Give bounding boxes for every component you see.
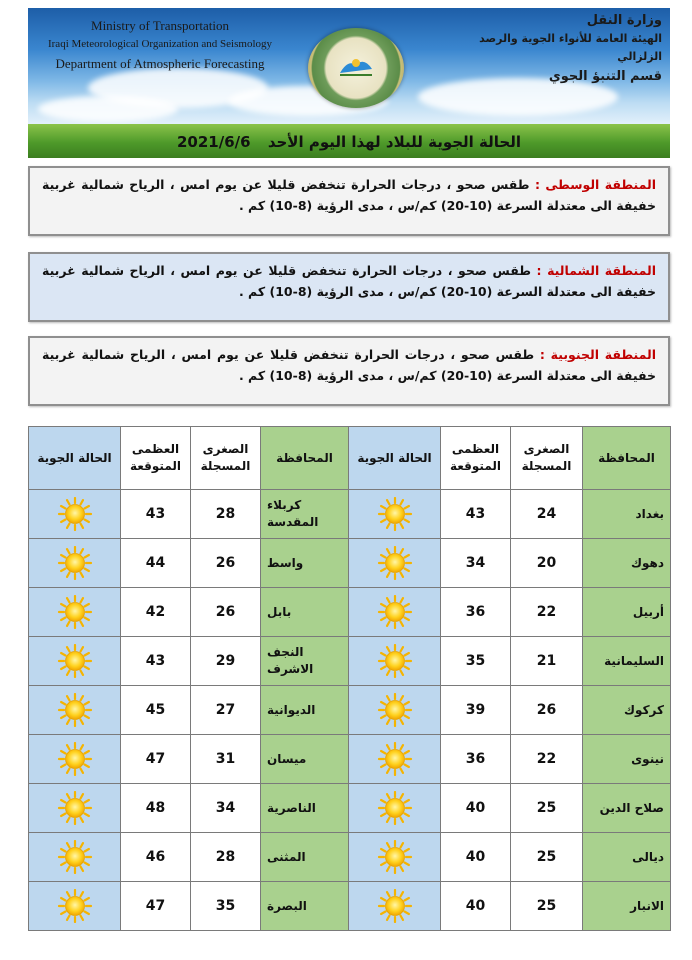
sun-icon — [57, 889, 93, 923]
weather-cell — [349, 539, 441, 588]
province-cell: البصرة — [261, 882, 349, 931]
header-min: الصغرى المسجلة — [511, 427, 583, 490]
max-temp-cell: 44 — [121, 539, 191, 588]
organization-name-en: Iraqi Meteorological Organization and Seismology — [47, 38, 273, 50]
logo-emblem-icon — [338, 55, 374, 79]
min-temp-cell: 26 — [511, 686, 583, 735]
weather-cell — [29, 637, 121, 686]
province-cell: واسط — [261, 539, 349, 588]
min-temp-cell: 34 — [191, 784, 261, 833]
weather-cell — [29, 735, 121, 784]
max-temp-cell: 39 — [441, 686, 511, 735]
region-text: طقس صحو ، درجات الحرارة تنخفض قليلا عن يوم امس ، الرياح شمالية غربية خفيفة الى معتدلة السرعة (10-20) كم/س ، مدى الرؤية (8-10) كم . — [42, 177, 656, 213]
department-name-ar: قسم التنبؤ الجوي — [548, 69, 662, 84]
sun-icon — [57, 791, 93, 825]
sun-icon — [57, 644, 93, 678]
bulletin-date: 2021/6/6 — [177, 133, 251, 151]
max-temp-cell: 45 — [121, 686, 191, 735]
min-temp-cell: 29 — [191, 637, 261, 686]
province-cell: الديوانية — [261, 686, 349, 735]
weather-cell — [349, 637, 441, 686]
weather-cell — [29, 882, 121, 931]
organization-name-ar: الهيئة العامة للأنواء الجوية والرصد الزلزالي — [479, 32, 662, 63]
region-text: طقس صحو ، درجات الحرارة تنخفض قليلا عن يوم امس ، الرياح شمالية غربية خفيفة الى معتدلة السرعة (10-20) كم/س ، مدى الرؤية (8-10) كم . — [42, 347, 656, 383]
weather-cell — [349, 588, 441, 637]
min-temp-cell: 27 — [191, 686, 261, 735]
sun-icon — [57, 595, 93, 629]
sun-icon — [57, 693, 93, 727]
max-temp-cell: 48 — [121, 784, 191, 833]
max-temp-cell: 47 — [121, 882, 191, 931]
table-row — [29, 588, 671, 637]
sun-icon — [377, 497, 413, 531]
min-temp-cell: 24 — [511, 490, 583, 539]
weather-cell — [29, 784, 121, 833]
header-banner — [28, 8, 670, 126]
sun-icon — [377, 693, 413, 727]
min-temp-cell: 28 — [191, 833, 261, 882]
header-min: الصغرى المسجلة — [191, 427, 261, 490]
forecast-table — [28, 426, 671, 931]
province-cell: الانبار — [583, 882, 671, 931]
province-cell: كربلاء المقدسة — [261, 490, 349, 539]
table-row — [29, 784, 671, 833]
min-temp-cell: 28 — [191, 490, 261, 539]
region-name: المنطقة الشمالية : — [536, 263, 656, 278]
min-temp-cell: 25 — [511, 784, 583, 833]
province-cell: الناصرية — [261, 784, 349, 833]
department-name-en: Department of Atmospheric Forecasting — [55, 56, 265, 71]
region-name: المنطقة الوسطى : — [534, 177, 656, 192]
sun-icon — [57, 742, 93, 776]
table-row — [29, 539, 671, 588]
province-cell: بابل — [261, 588, 349, 637]
max-temp-cell: 34 — [441, 539, 511, 588]
sun-icon — [377, 644, 413, 678]
english-header — [40, 16, 280, 73]
province-cell: النجف الاشرف — [261, 637, 349, 686]
region-name: المنطقة الجنوبية : — [539, 347, 656, 362]
min-temp-cell: 31 — [191, 735, 261, 784]
weather-cell — [29, 686, 121, 735]
weather-cell — [29, 588, 121, 637]
max-temp-cell: 40 — [441, 882, 511, 931]
sun-icon — [377, 889, 413, 923]
max-temp-cell: 43 — [441, 490, 511, 539]
weather-cell — [349, 833, 441, 882]
min-temp-cell: 25 — [511, 882, 583, 931]
table-row — [29, 833, 671, 882]
min-temp-cell: 22 — [511, 735, 583, 784]
weather-cell — [349, 735, 441, 784]
region-south — [28, 336, 670, 406]
weather-cell — [349, 490, 441, 539]
sun-icon — [57, 546, 93, 580]
table-row — [29, 882, 671, 931]
header-max: العظمى المتوقعة — [441, 427, 511, 490]
max-temp-cell: 40 — [441, 833, 511, 882]
province-cell: السليمانية — [583, 637, 671, 686]
sun-icon — [57, 497, 93, 531]
weather-cell — [29, 490, 121, 539]
table-row — [29, 686, 671, 735]
sun-icon — [377, 840, 413, 874]
min-temp-cell: 26 — [191, 539, 261, 588]
header-province: المحافظة — [261, 427, 349, 490]
province-cell: نينوى — [583, 735, 671, 784]
province-cell: أربيل — [583, 588, 671, 637]
sun-icon — [377, 742, 413, 776]
region-north — [28, 252, 670, 322]
max-temp-cell: 40 — [441, 784, 511, 833]
max-temp-cell: 36 — [441, 588, 511, 637]
table-header-row — [29, 427, 671, 490]
ministry-name-en: Ministry of Transportation — [91, 18, 229, 33]
table-row — [29, 637, 671, 686]
sun-icon — [57, 840, 93, 874]
max-temp-cell: 43 — [121, 637, 191, 686]
title-text: الحالة الجوية للبلاد لهذا اليوم الأحد — [267, 133, 521, 151]
province-cell: كركوك — [583, 686, 671, 735]
province-cell: صلاح الدين — [583, 784, 671, 833]
weather-cell — [349, 686, 441, 735]
header-weather: الحالة الجوية — [29, 427, 121, 490]
province-cell: المثنى — [261, 833, 349, 882]
max-temp-cell: 46 — [121, 833, 191, 882]
sun-icon — [377, 791, 413, 825]
ministry-name-ar: وزارة النقل — [586, 13, 662, 28]
organization-logo — [308, 28, 404, 108]
table-row — [29, 735, 671, 784]
min-temp-cell: 22 — [511, 588, 583, 637]
table-row — [29, 490, 671, 539]
min-temp-cell: 21 — [511, 637, 583, 686]
min-temp-cell: 35 — [191, 882, 261, 931]
min-temp-cell: 20 — [511, 539, 583, 588]
min-temp-cell: 26 — [191, 588, 261, 637]
province-cell: ديالى — [583, 833, 671, 882]
bulletin-title — [28, 128, 670, 156]
province-cell: دهوك — [583, 539, 671, 588]
sun-icon — [377, 546, 413, 580]
header-max: العظمى المتوقعة — [121, 427, 191, 490]
max-temp-cell: 43 — [121, 490, 191, 539]
header-weather: الحالة الجوية — [349, 427, 441, 490]
max-temp-cell: 47 — [121, 735, 191, 784]
sun-icon — [377, 595, 413, 629]
weather-cell — [29, 539, 121, 588]
province-cell: بغداد — [583, 490, 671, 539]
weather-cell — [349, 784, 441, 833]
arabic-header — [462, 12, 662, 88]
header-province: المحافظة — [583, 427, 671, 490]
min-temp-cell: 25 — [511, 833, 583, 882]
region-central — [28, 166, 670, 236]
max-temp-cell: 35 — [441, 637, 511, 686]
max-temp-cell: 36 — [441, 735, 511, 784]
region-text: طقس صحو ، درجات الحرارة تنخفض قليلا عن يوم امس ، الرياح شمالية غربية خفيفة الى معتدلة السرعة (10-20) كم/س ، مدى الرؤية (8-10) كم . — [42, 263, 656, 299]
province-cell: ميسان — [261, 735, 349, 784]
weather-cell — [29, 833, 121, 882]
weather-cell — [349, 882, 441, 931]
max-temp-cell: 42 — [121, 588, 191, 637]
